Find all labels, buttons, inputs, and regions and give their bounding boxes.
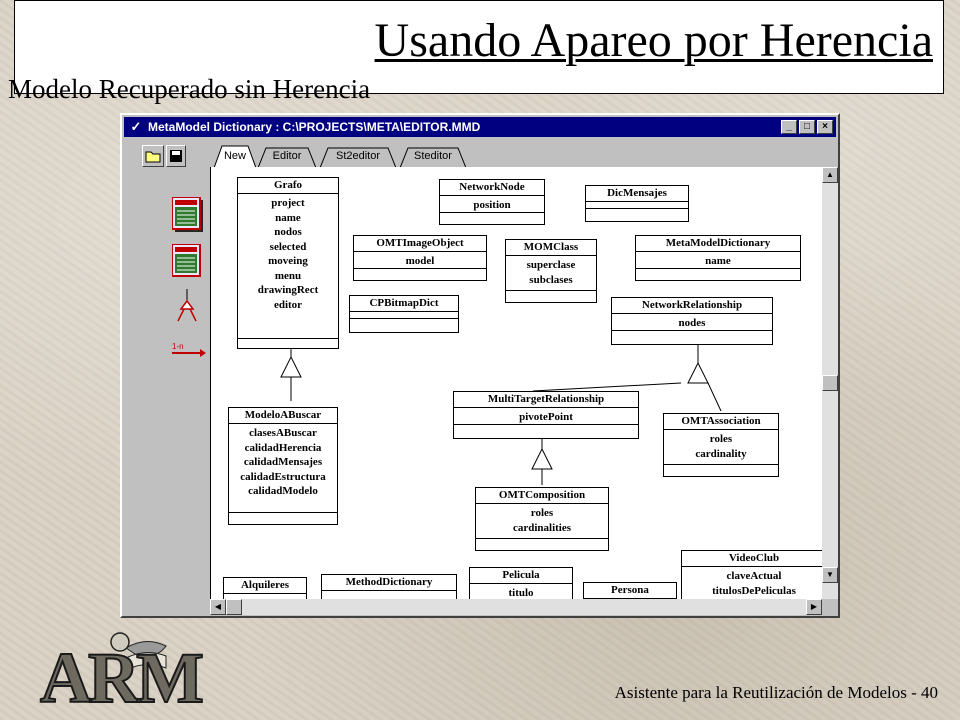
- class-operations: [238, 338, 338, 339]
- class-modeloabuscar[interactable]: [228, 407, 338, 525]
- attribute: calidadModelo: [248, 485, 318, 497]
- object-tool-icon: [172, 244, 204, 280]
- open-folder-button[interactable]: [142, 145, 164, 167]
- class-operations: [354, 268, 486, 269]
- tab-editor[interactable]: [258, 145, 316, 167]
- attribute: roles: [530, 507, 554, 519]
- attribute: project: [271, 197, 305, 209]
- close-button[interactable]: ×: [817, 120, 833, 134]
- class-methoddictionary[interactable]: [321, 574, 457, 599]
- window-title: MetaModel Dictionary : C:\PROJECTS\META\EDITOR.MMD: [148, 120, 481, 134]
- scroll-left-button[interactable]: ◀: [210, 599, 226, 615]
- class-name: OMTComposition: [476, 488, 608, 504]
- class-name: MetaModelDictionary: [636, 236, 800, 252]
- scroll-up-button[interactable]: ▲: [822, 167, 838, 183]
- palette-object-tool[interactable]: [172, 244, 204, 285]
- class-networkrelationship[interactable]: [611, 297, 773, 345]
- scroll-right-button[interactable]: ▶: [806, 599, 822, 615]
- class-networknode[interactable]: [439, 179, 545, 225]
- class-attributes: [506, 256, 596, 287]
- attribute: name: [705, 255, 731, 267]
- class-attributes: [476, 504, 608, 535]
- class-videoclub[interactable]: [681, 550, 823, 599]
- class-name: NetworkRelationship: [612, 298, 772, 314]
- open-folder-icon: [143, 146, 163, 166]
- class-name: OMTAssociation: [664, 414, 778, 430]
- horizontal-scroll-thumb[interactable]: [226, 599, 242, 615]
- class-attributes: [470, 584, 572, 599]
- attribute: menu: [274, 269, 302, 282]
- class-momclass[interactable]: [505, 239, 597, 303]
- palette-inheritance-tool[interactable]: [172, 289, 202, 328]
- attribute: cardinalities: [512, 521, 572, 534]
- attribute: model: [405, 255, 435, 267]
- tab-st2editor-label: St2editor: [335, 150, 381, 162]
- window-titlebar[interactable]: [124, 117, 836, 137]
- vertical-scroll-thumb[interactable]: [822, 375, 838, 391]
- class-attributes: [454, 408, 638, 425]
- scroll-down-button[interactable]: ▼: [822, 567, 838, 583]
- tab-steditor[interactable]: [400, 145, 466, 167]
- class-operations: [454, 424, 638, 425]
- class-name: DicMensajes: [586, 186, 688, 202]
- attribute: superclase: [526, 259, 576, 271]
- attribute: roles: [709, 433, 733, 445]
- attribute: cardinality: [695, 447, 747, 460]
- class-attributes: [229, 424, 337, 499]
- tab-editor-label: Editor: [272, 150, 302, 162]
- maximize-button[interactable]: □: [799, 120, 815, 134]
- class-name: ModeloABuscar: [229, 408, 337, 424]
- class-attributes: [354, 252, 486, 269]
- tab-steditor-label: Steditor: [414, 150, 452, 162]
- app-icon: ✓: [130, 119, 142, 134]
- scroll-corner: [822, 599, 838, 615]
- class-operations: [612, 330, 772, 331]
- class-omtassociation[interactable]: [663, 413, 779, 477]
- arm-logo-graphic: [38, 628, 218, 708]
- class-name: Persona: [584, 583, 676, 599]
- tab-new-label: New: [223, 150, 246, 162]
- slide-subtitle: Modelo Recuperado sin Herencia: [8, 74, 371, 104]
- attribute: calidadEstructura: [240, 470, 326, 483]
- class-attributes: [238, 194, 338, 312]
- attribute: nodes: [678, 317, 706, 329]
- class-cpbitmapdict[interactable]: [349, 295, 459, 333]
- class-name: VideoClub: [682, 551, 823, 567]
- class-operations: [350, 318, 458, 319]
- arm-logo: [38, 628, 218, 713]
- inheritance-tool-icon: [172, 289, 202, 323]
- class-attributes: [440, 196, 544, 213]
- class-metamodeldictionary[interactable]: [635, 235, 801, 281]
- attribute: claveActual: [726, 570, 782, 582]
- diagram-canvas[interactable]: [210, 167, 823, 599]
- class-tool-icon: [172, 197, 204, 233]
- attribute: nodos: [274, 226, 302, 238]
- class-persona[interactable]: [583, 582, 677, 599]
- class-attributes: [636, 252, 800, 269]
- attribute: selected: [269, 240, 307, 253]
- association-tool-icon: [170, 340, 206, 360]
- attribute: pivotePoint: [519, 411, 573, 423]
- class-attributes: [664, 430, 778, 461]
- class-name: OMTImageObject: [354, 236, 486, 252]
- slide-title: Usando Apareo por Herencia: [374, 14, 933, 67]
- class-pelicula[interactable]: [469, 567, 573, 599]
- class-name: MultiTargetRelationship: [454, 392, 638, 408]
- class-alquileres[interactable]: [223, 577, 307, 599]
- class-omtimageobject[interactable]: [353, 235, 487, 281]
- class-omtcomposition[interactable]: [475, 487, 609, 551]
- attribute: position: [473, 199, 511, 211]
- minimize-button[interactable]: _: [781, 120, 797, 134]
- attribute: name: [275, 211, 301, 224]
- vertical-scrollbar[interactable]: [822, 167, 838, 599]
- attribute: moveing: [268, 255, 308, 267]
- save-button[interactable]: [166, 145, 186, 167]
- class-name: CPBitmapDict: [350, 296, 458, 312]
- class-grafo[interactable]: [237, 177, 339, 349]
- attribute: clasesABuscar: [249, 427, 317, 439]
- class-operations: [636, 268, 800, 269]
- class-name: Pelicula: [470, 568, 572, 584]
- class-operations: [586, 208, 688, 209]
- class-operations: [440, 212, 544, 213]
- slide-footer: Asistente para la Reutilización de Modelos - 40: [614, 683, 938, 702]
- attribute: subclases: [529, 273, 573, 286]
- class-operations: [506, 290, 596, 291]
- class-operations: [664, 464, 778, 465]
- class-multitargetrelationship[interactable]: [453, 391, 639, 439]
- horizontal-scrollbar[interactable]: [210, 599, 822, 615]
- attribute: titulo: [508, 587, 534, 599]
- tab-new[interactable]: [214, 145, 256, 167]
- class-attributes: [682, 567, 823, 598]
- class-operations: [229, 512, 337, 513]
- palette-class-tool[interactable]: [172, 197, 204, 238]
- attribute: calidadHerencia: [244, 441, 322, 454]
- attribute: calidadMensajes: [243, 456, 323, 468]
- class-dicmensajes[interactable]: [585, 185, 689, 222]
- class-name: NetworkNode: [440, 180, 544, 196]
- attribute: drawingRect: [257, 284, 319, 296]
- svg-text:1-n: 1-n: [172, 342, 184, 351]
- attribute: titulosDePeliculas: [712, 584, 796, 597]
- class-name: MOMClass: [506, 240, 596, 256]
- palette-association-tool[interactable]: [170, 340, 206, 365]
- metamodel-dictionary-window: [120, 113, 840, 618]
- save-icon: [167, 146, 185, 166]
- tab-st2editor[interactable]: [320, 145, 396, 167]
- class-operations: [476, 538, 608, 539]
- class-attributes: [612, 314, 772, 331]
- class-name: Grafo: [238, 178, 338, 194]
- svg-text:ARM: ARM: [40, 638, 200, 708]
- class-name: Alquileres: [224, 578, 306, 594]
- class-name: MethodDictionary: [322, 575, 456, 591]
- attribute: editor: [273, 298, 303, 311]
